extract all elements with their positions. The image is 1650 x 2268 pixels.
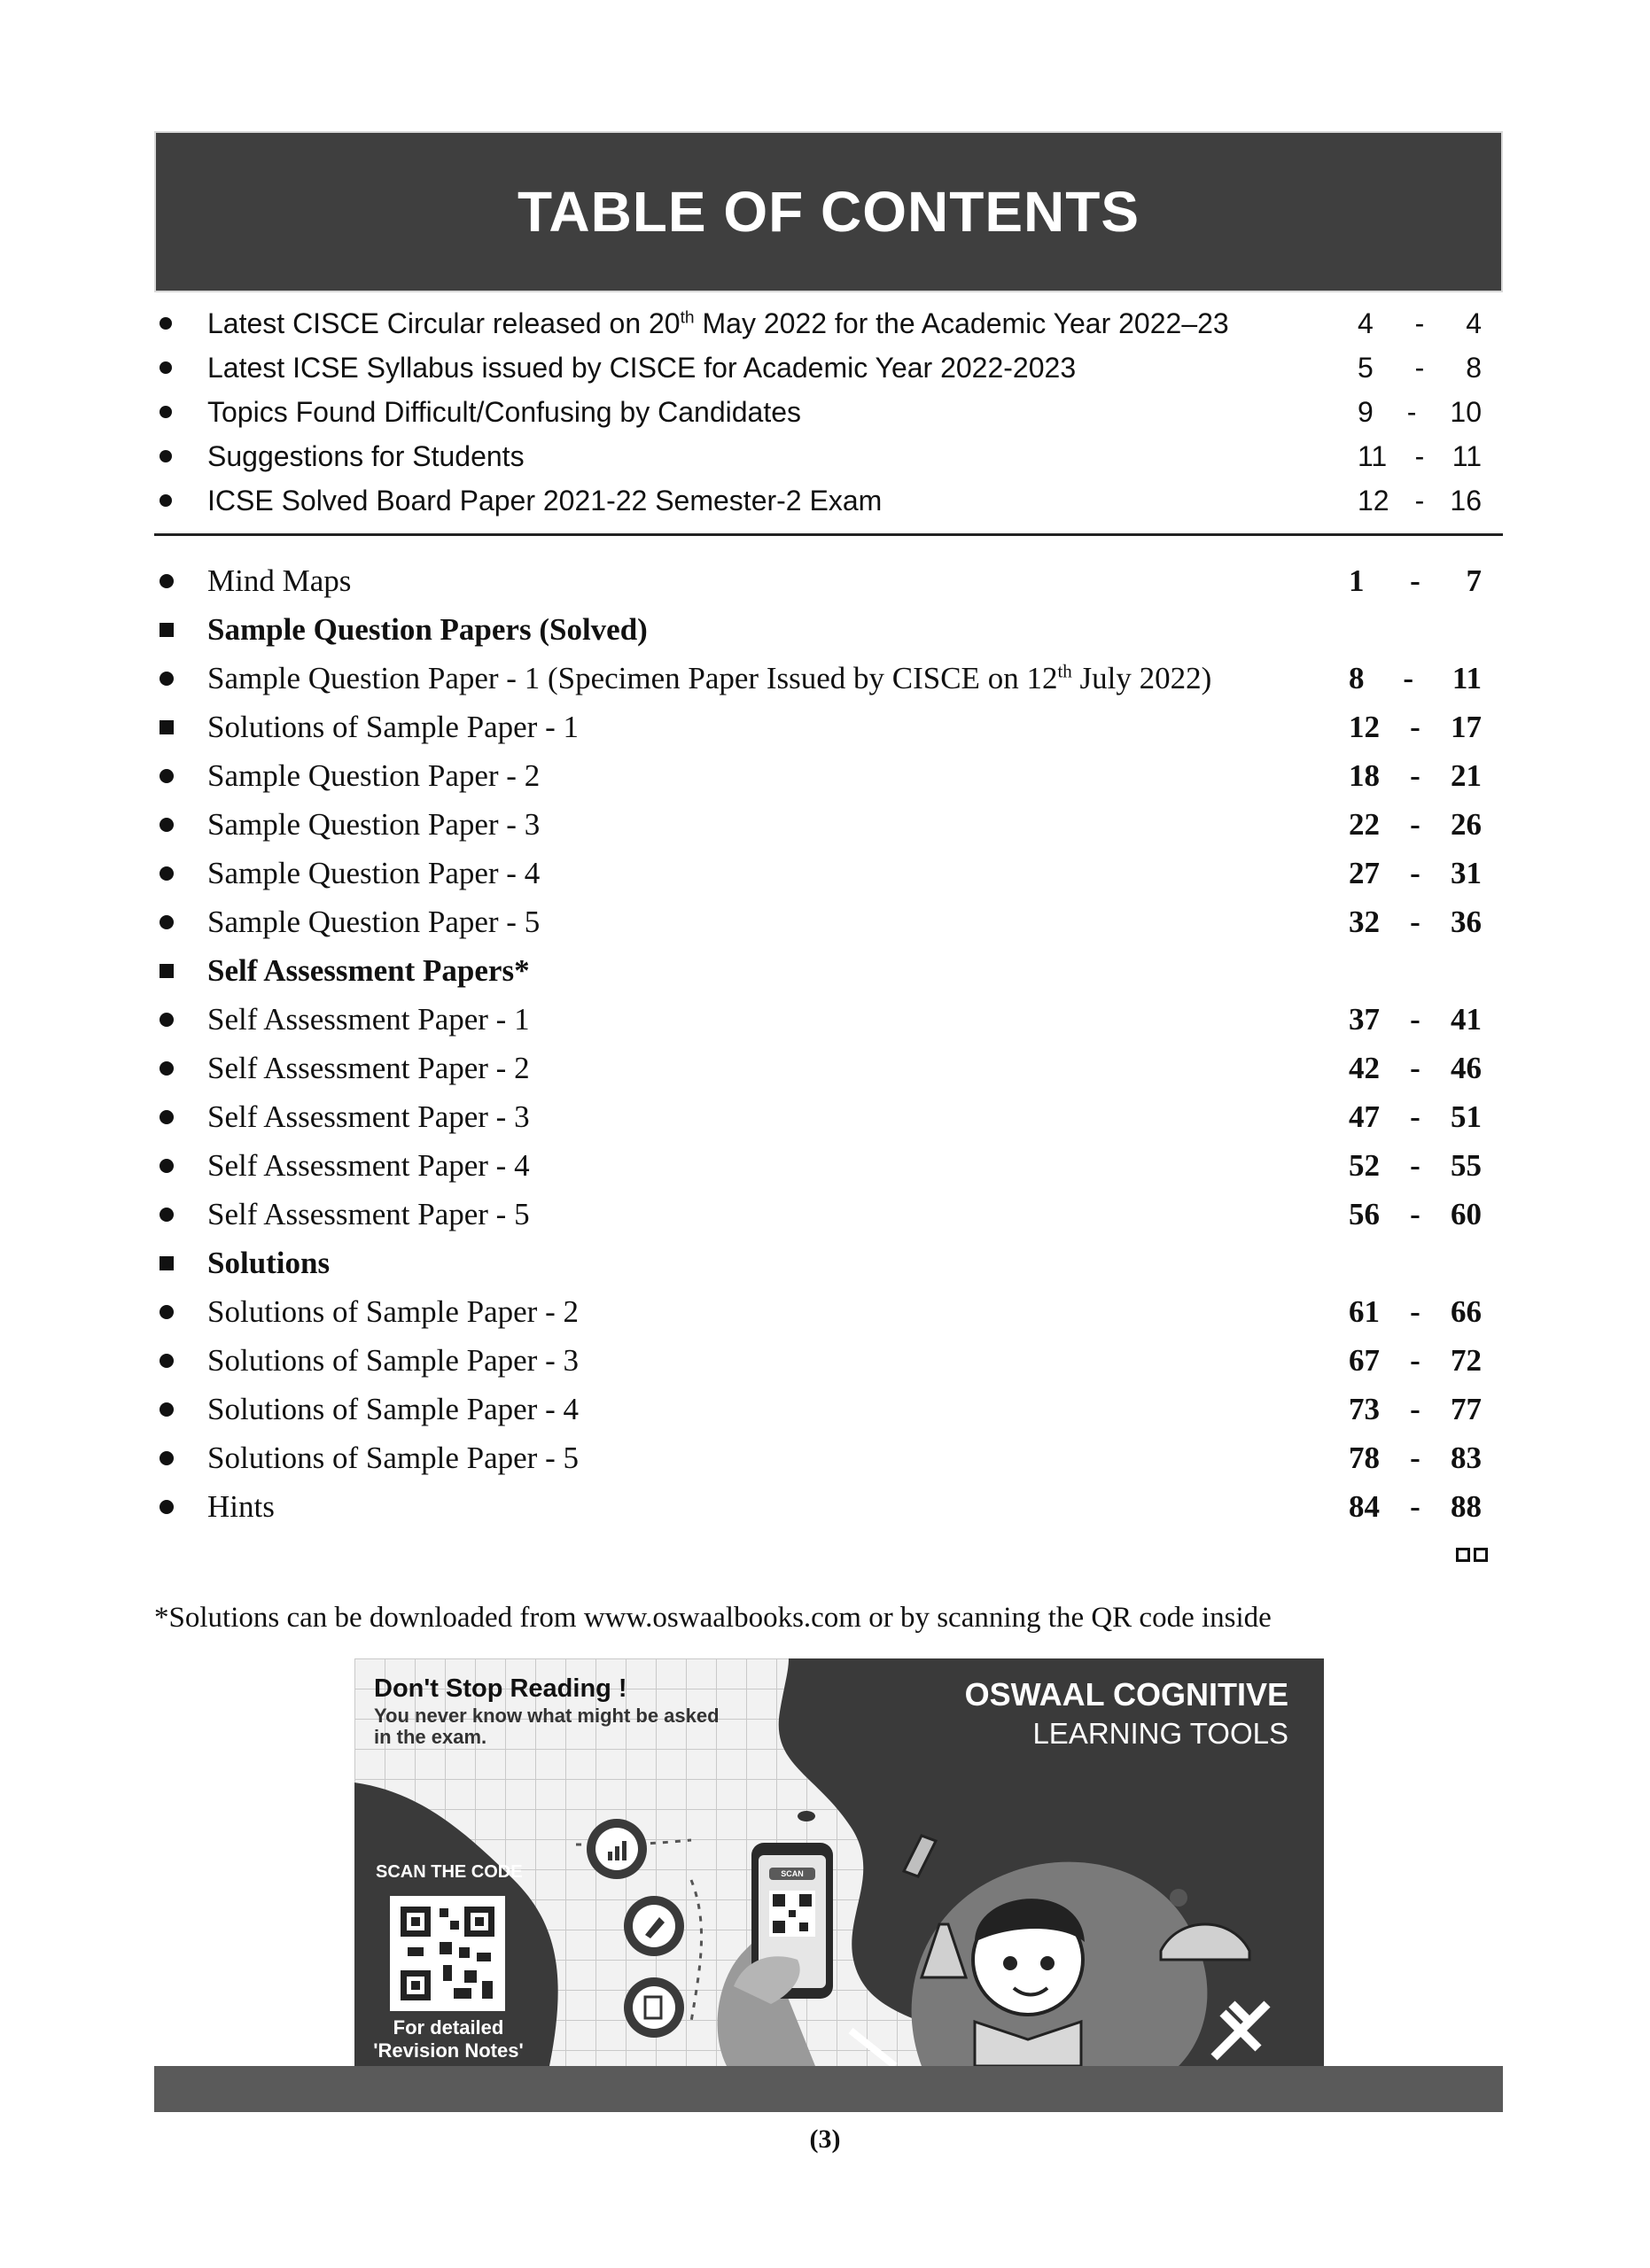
square-bullet-icon — [160, 720, 174, 734]
page-range: 67 - 72 — [1349, 1343, 1482, 1378]
banner-subtext: You never know what might be asked — [374, 1705, 720, 1727]
list-item — [154, 346, 1503, 390]
page-range: 37 - 41 — [1349, 1002, 1482, 1037]
item-label: Solutions of Sample Paper - 4 — [207, 1392, 579, 1426]
section-heading-label: Sample Question Papers (Solved) — [207, 612, 648, 647]
list-item — [154, 1385, 1503, 1433]
list-item — [154, 1092, 1503, 1141]
page-range: 8 - 11 — [1349, 661, 1482, 695]
bullet-icon — [160, 574, 174, 588]
bullet-icon — [160, 866, 174, 881]
list-item — [154, 1190, 1503, 1239]
page-range: 47 - 51 — [1349, 1099, 1482, 1134]
item-label: Solutions of Sample Paper - 1 — [207, 710, 579, 744]
bullet-icon — [160, 1451, 174, 1465]
page-range: 52 - 55 — [1349, 1148, 1482, 1183]
page-range: 61 - 66 — [1349, 1294, 1482, 1329]
bullet-icon — [160, 1305, 174, 1319]
bullet-icon — [160, 1061, 174, 1076]
title-banner — [154, 131, 1503, 292]
page-range: 22 - 26 — [1349, 807, 1482, 842]
revision-notes-label: For detailed — [393, 2016, 504, 2039]
item-label: Latest ICSE Syllabus issued by CISCE for Academic Year 2022-2023 — [207, 352, 1077, 384]
bullet-icon — [160, 1354, 174, 1368]
item-label: Sample Question Paper - 4 — [207, 856, 541, 890]
item-label: Suggestions for Students — [207, 440, 525, 472]
page-range: 27 - 31 — [1349, 856, 1482, 890]
list-item — [154, 478, 1503, 523]
item-label: Self Assessment Paper - 1 — [207, 1002, 530, 1037]
item-label: Mind Maps — [207, 563, 352, 598]
bullet-icon — [160, 915, 174, 929]
page-range: 12 - 16 — [1358, 485, 1482, 517]
banner-brand: OSWAAL COGNITIVE — [964, 1676, 1288, 1713]
list-item — [154, 1482, 1503, 1531]
section-heading — [154, 605, 1503, 654]
item-label: Self Assessment Paper - 4 — [207, 1148, 530, 1183]
list-item — [154, 1044, 1503, 1092]
bullet-icon — [160, 769, 174, 783]
promo-banner — [354, 1658, 1324, 2066]
page-range: 18 - 21 — [1349, 758, 1482, 793]
list-item — [154, 434, 1503, 478]
phone-scan-label: SCAN — [781, 1869, 804, 1878]
item-label: Latest CISCE Circular released on 20th May 2022 for the Academic Year 2022–23 — [207, 307, 1229, 339]
bullet-icon — [160, 672, 174, 686]
bullet-icon — [160, 1402, 174, 1417]
square-bullet-icon — [160, 1256, 174, 1270]
banner-subtext: in the exam. — [374, 1726, 487, 1748]
list-item — [154, 849, 1503, 897]
bullet-icon — [160, 317, 172, 330]
page-range: 84 - 88 — [1349, 1489, 1482, 1524]
square-bullet-icon — [160, 964, 174, 978]
list-item — [154, 556, 1503, 605]
bullet-icon — [160, 494, 172, 507]
banner-headline: Don't Stop Reading ! — [374, 1674, 627, 1703]
item-label: Self Assessment Paper - 3 — [207, 1099, 530, 1134]
list-item — [154, 995, 1503, 1044]
page-range: 78 - 83 — [1349, 1441, 1482, 1475]
item-label: Topics Found Difficult/Confusing by Candidates — [207, 396, 801, 428]
item-label: Sample Question Paper - 2 — [207, 758, 541, 793]
square-bullet-icon — [160, 623, 174, 637]
page-range: 12 - 17 — [1349, 710, 1482, 744]
bullet-icon — [160, 1110, 174, 1124]
section-divider — [154, 533, 1503, 536]
item-label: Hints — [207, 1489, 275, 1524]
download-note: *Solutions can be downloaded from www.oswaalbooks.com or by scanning the QR code inside — [154, 1602, 1272, 1634]
item-label: Sample Question Paper - 3 — [207, 807, 541, 842]
bullet-icon — [160, 818, 174, 832]
page-range: 5 - 8 — [1358, 352, 1482, 384]
page-range: 11 - 11 — [1358, 440, 1482, 472]
list-item — [154, 1336, 1503, 1385]
page-range: 73 - 77 — [1349, 1392, 1482, 1426]
intro-contents-list — [154, 301, 1503, 523]
item-label: Solutions of Sample Paper - 3 — [207, 1343, 579, 1378]
banner-tagline: LEARNING TOOLS — [1032, 1717, 1288, 1750]
item-label: ICSE Solved Board Paper 2021-22 Semester-2 Exam — [207, 485, 883, 517]
bullet-icon — [160, 1500, 174, 1514]
list-item — [154, 1141, 1503, 1190]
page-title: TABLE OF CONTENTS — [518, 180, 1140, 244]
list-item — [154, 390, 1503, 434]
page-range: 4 - 4 — [1358, 307, 1482, 339]
item-label: Solutions of Sample Paper - 2 — [207, 1294, 579, 1329]
page-range: 1 - 7 — [1349, 563, 1482, 598]
bullet-icon — [160, 1208, 174, 1222]
page-range: 9 - 10 — [1358, 396, 1482, 428]
item-label: Sample Question Paper - 1 (Specimen Paper Issued by CISCE on 12th July 2022) — [207, 660, 1212, 695]
footer-bar — [154, 2066, 1503, 2112]
page-range: 56 - 60 — [1349, 1197, 1482, 1231]
item-label: Solutions of Sample Paper - 5 — [207, 1441, 579, 1475]
page-number: (3) — [809, 2124, 841, 2154]
page-range: 42 - 46 — [1349, 1051, 1482, 1085]
section-heading-label: Self Assessment Papers* — [207, 953, 530, 988]
bullet-icon — [160, 1013, 174, 1027]
section-heading-label: Solutions — [207, 1246, 331, 1280]
list-item — [154, 751, 1503, 800]
item-label: Sample Question Paper - 5 — [207, 905, 541, 939]
list-item — [154, 897, 1503, 946]
list-item — [154, 800, 1503, 849]
bullet-icon — [160, 450, 172, 462]
list-item — [154, 703, 1503, 751]
main-contents-list — [154, 556, 1503, 1531]
list-item — [154, 1287, 1503, 1336]
list-item — [154, 654, 1503, 703]
list-item — [154, 1433, 1503, 1482]
bullet-icon — [160, 1159, 174, 1173]
revision-notes-label: 'Revision Notes' — [373, 2039, 524, 2062]
bullet-icon — [160, 361, 172, 374]
page-range: 32 - 36 — [1349, 905, 1482, 939]
end-mark-icon — [1456, 1548, 1488, 1562]
list-item — [154, 301, 1503, 346]
bullet-icon — [160, 406, 172, 418]
section-heading — [154, 946, 1503, 995]
item-label: Self Assessment Paper - 2 — [207, 1051, 530, 1085]
scan-code-label: SCAN THE CODE — [376, 1862, 523, 1882]
item-label: Self Assessment Paper - 5 — [207, 1197, 530, 1231]
section-heading — [154, 1239, 1503, 1287]
